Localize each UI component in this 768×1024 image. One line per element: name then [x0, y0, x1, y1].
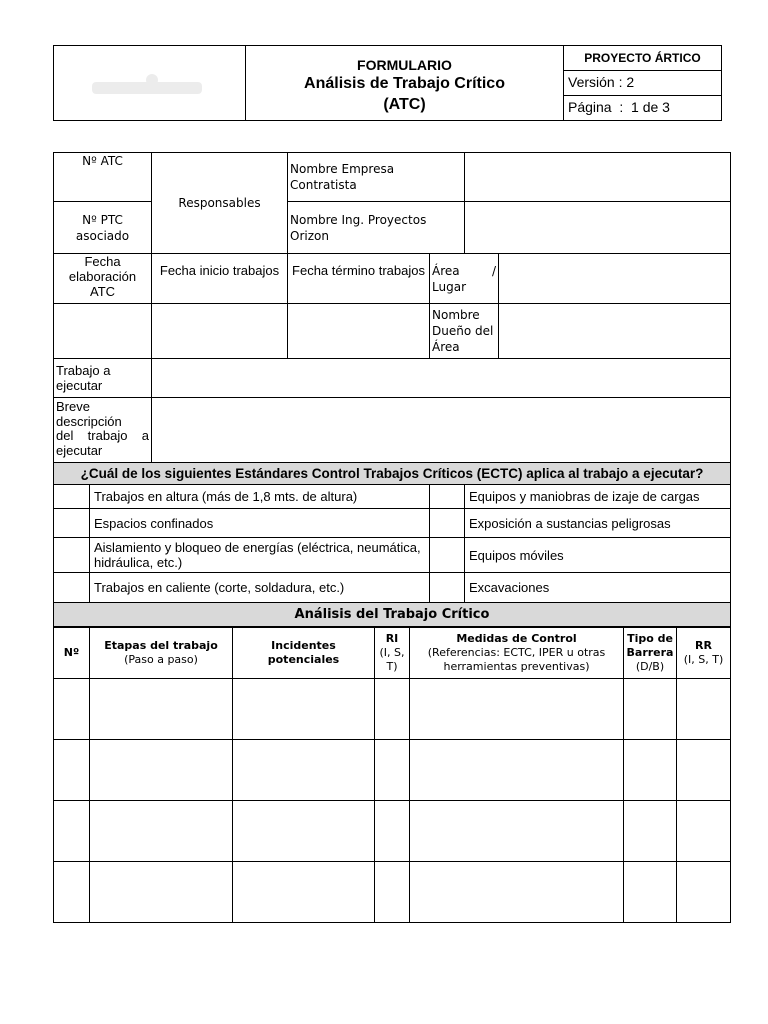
ectc-checkbox[interactable] [430, 485, 465, 509]
area-lugar-input[interactable] [499, 254, 731, 304]
ectc-option: Espacios confinados [90, 509, 430, 538]
ectc-option: Excavaciones [465, 573, 731, 603]
table-cell[interactable] [233, 679, 375, 740]
project-name: PROYECTO ÁRTICO [564, 46, 722, 71]
ectc-option: Equipos móviles [465, 538, 731, 573]
table-cell[interactable] [54, 801, 90, 862]
table-cell[interactable] [677, 740, 731, 801]
breve-line-4: ejecutar [56, 442, 103, 458]
table-cell[interactable] [90, 679, 233, 740]
table-cell[interactable] [410, 679, 624, 740]
table-cell[interactable] [375, 679, 410, 740]
trabajo-input[interactable] [152, 359, 731, 398]
table-cell[interactable] [624, 679, 677, 740]
fecha-inicio-label: Fecha inicio trabajos [152, 254, 288, 304]
form-title-abbrev: (ATC) [383, 96, 426, 113]
area-text: Área [432, 263, 460, 278]
table-row [54, 862, 731, 923]
ectc-checkbox[interactable] [430, 538, 465, 573]
fecha-elaboracion-input[interactable] [54, 304, 152, 359]
table-cell[interactable] [410, 862, 624, 923]
ectc-option: Trabajos en caliente (corte, soldadura, etc.) [90, 573, 430, 603]
table-cell[interactable] [90, 740, 233, 801]
table-cell[interactable] [410, 740, 624, 801]
ingeniero-input[interactable] [465, 202, 731, 254]
table-cell[interactable] [375, 801, 410, 862]
page-label: Página [568, 99, 612, 116]
col-header-rr: RR (I, S, T) [677, 628, 731, 679]
table-cell[interactable] [677, 679, 731, 740]
ectc-option: Trabajos en altura (más de 1,8 mts. de altura) [90, 485, 430, 509]
ectc-question: ¿Cuál de los siguientes Estándares Control Trabajos Críticos (ECTC) aplica al trabajo a ejecutar? [54, 463, 731, 485]
fecha-elaboracion-label: Fecha elaboración ATC [54, 254, 152, 304]
empresa-input[interactable] [465, 153, 731, 202]
form-title-cell [246, 46, 564, 121]
lugar-text: Lugar [432, 279, 466, 294]
atc-number-label: Nº ATC [54, 153, 152, 202]
ectc-checkbox[interactable] [54, 538, 90, 573]
ingeniero-label: Nombre Ing. Proyectos Orizon [288, 202, 465, 254]
atc-form [53, 152, 731, 627]
breve-line-1: Breve [56, 399, 90, 414]
col-header-no: Nº [54, 628, 90, 679]
fecha-termino-label: Fecha término trabajos [288, 254, 430, 304]
page-cell: Página : 1 de 3 [564, 95, 722, 120]
table-cell[interactable] [410, 801, 624, 862]
analysis-title: Análisis del Trabajo Crítico [54, 603, 731, 627]
fecha-termino-input[interactable] [288, 304, 430, 359]
company-logo-cell [54, 46, 246, 121]
empresa-label [288, 153, 465, 202]
ectc-option: Equipos y maniobras de izaje de cargas [465, 485, 731, 509]
col-header-ri: RI (I, S, T) [375, 628, 410, 679]
ectc-option: Aislamiento y bloqueo de energías (eléctrica, neumática, hidráulica, etc.) [90, 538, 430, 573]
breve-descripcion-label [54, 398, 152, 463]
version-value: 2 [626, 74, 635, 91]
table-cell[interactable] [90, 862, 233, 923]
table-cell[interactable] [624, 862, 677, 923]
ectc-option: Exposición a sustancias peligrosas [465, 509, 731, 538]
col-header-etapas: Etapas del trabajo (Paso a paso) [90, 628, 233, 679]
version-label: Versión [568, 74, 615, 91]
table-cell[interactable] [624, 801, 677, 862]
table-cell[interactable] [375, 862, 410, 923]
table-row [54, 801, 731, 862]
ectc-checkbox[interactable] [430, 509, 465, 538]
table-cell[interactable] [677, 801, 731, 862]
table-cell[interactable] [90, 801, 233, 862]
table-row [54, 679, 731, 740]
dueno-area-input[interactable] [499, 304, 731, 359]
responsables-label: Responsables [152, 153, 288, 254]
ectc-checkbox[interactable] [430, 573, 465, 603]
table-cell[interactable] [54, 679, 90, 740]
analysis-table [53, 627, 731, 923]
ectc-checkbox[interactable] [54, 509, 90, 538]
table-cell[interactable] [233, 740, 375, 801]
fecha-inicio-input[interactable] [152, 304, 288, 359]
area-separator: / [491, 263, 497, 278]
empresa-label-text: Nombre Empresa Contratista [290, 162, 395, 192]
trabajo-label: Trabajo a ejecutar [54, 359, 152, 398]
breve-line-3: del trabajo a [56, 428, 150, 443]
table-cell[interactable] [624, 740, 677, 801]
breve-descripcion-input[interactable] [152, 398, 731, 463]
form-title: Análisis de Trabajo Crítico [304, 75, 505, 92]
col-header-barrera: Tipo de Barrera (D/B) [624, 628, 677, 679]
company-logo [92, 72, 202, 96]
ectc-checkbox[interactable] [54, 485, 90, 509]
table-cell[interactable] [54, 740, 90, 801]
breve-line-2: descripción [56, 413, 122, 429]
table-cell[interactable] [233, 801, 375, 862]
ectc-checkbox[interactable] [54, 573, 90, 603]
form-header [53, 45, 722, 121]
ptc-number-label: Nº PTC asociado [54, 202, 152, 254]
table-row [54, 740, 731, 801]
form-label: FORMULARIO [357, 57, 452, 73]
table-cell[interactable] [677, 862, 731, 923]
table-cell[interactable] [54, 862, 90, 923]
page-value: 1 de 3 [631, 99, 670, 116]
table-cell[interactable] [375, 740, 410, 801]
area-lugar-label [430, 254, 499, 304]
table-cell[interactable] [233, 862, 375, 923]
col-header-medidas: Medidas de Control (Referencias: ECTC, IPER u otras herramientas preventivas) [410, 628, 624, 679]
dueno-area-label: Nombre Dueño del Área [430, 304, 499, 359]
col-header-incidentes: Incidentes potenciales [233, 628, 375, 679]
version-cell: Versión : 2 [564, 71, 722, 95]
